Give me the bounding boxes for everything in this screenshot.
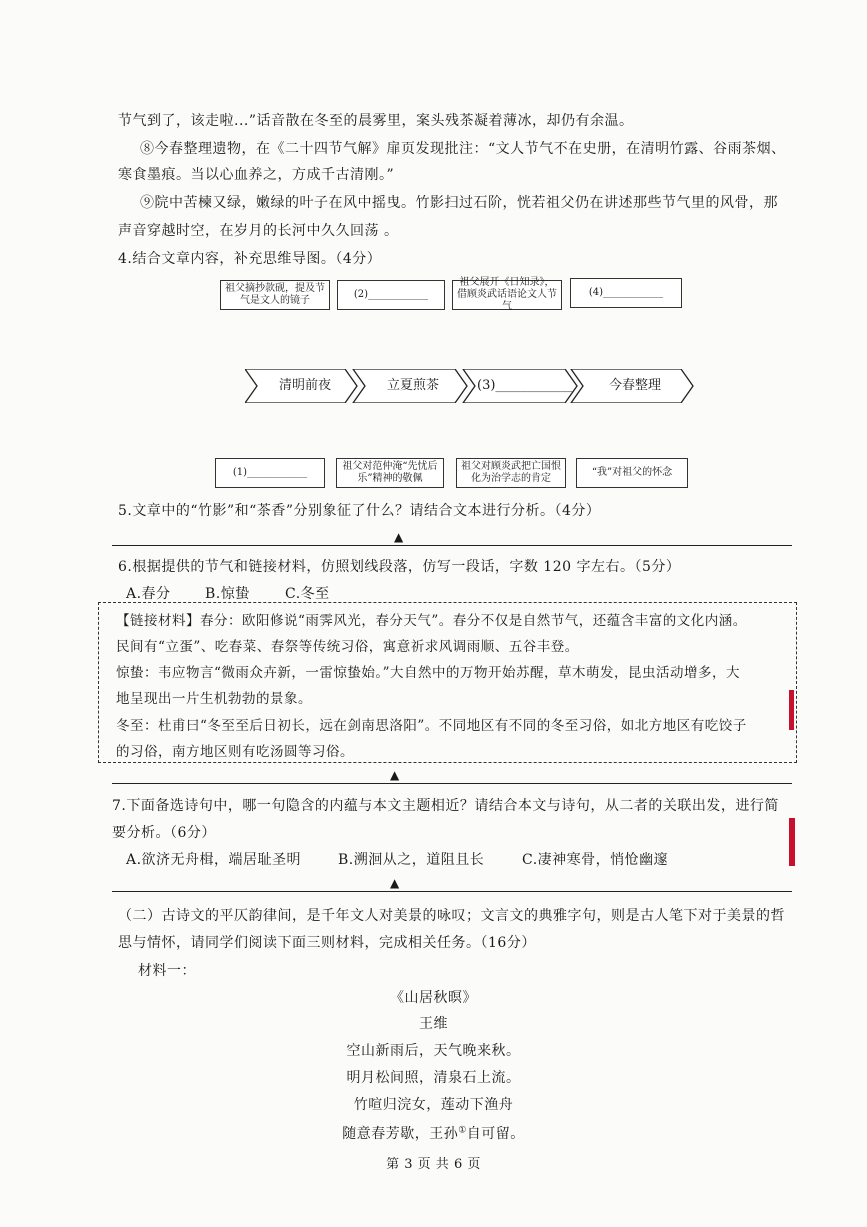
q7-answer-mark: ▲ bbox=[390, 876, 400, 890]
q7-option-a: A.欲济无舟楫，端居耻圣明 bbox=[126, 852, 302, 868]
q6-title: 6.根据提供的节气和链接材料，仿照划线段落，仿写一段话，字数 120 字左右。（5分） bbox=[118, 559, 681, 575]
poem-line-2: 明月松间照，清泉石上流。 bbox=[346, 1070, 521, 1086]
mindmap-top-box-3: 祖父展开《日知录》，借顾炎武话语论文人节气 bbox=[452, 280, 562, 310]
q7-line-1: 7.下面备选诗句中，哪一句隐含的内蕴与本文主题相近？请结合本文与诗句，从二者的关联出发，进行简 bbox=[112, 798, 779, 814]
q6-option-b: B.惊蛰 bbox=[205, 586, 250, 602]
q7-line-2: 要分析。（6分） bbox=[112, 825, 216, 841]
q5-title: 5.文章中的“竹影”和“茶香”分别象征了什么？请结合文本进行分析。（4分） bbox=[118, 503, 601, 519]
q6-answer-line bbox=[112, 783, 792, 784]
material-line-1: 【链接材料】春分：欧阳修说“雨霁风光，春分天气”。春分不仅是自然节气，还蕴含丰富的文化内涵。 bbox=[116, 613, 747, 629]
material-line-3: 惊蛰：韦应物言“微雨众卉新，一雷惊蛰始。”大自然中的万物开始苏醒，草木萌发，昆虫活动增多，大 bbox=[116, 665, 741, 681]
mindmap-top-box-4: (4)____________ bbox=[570, 278, 682, 308]
footnote-mark: ① bbox=[458, 1125, 467, 1136]
q5-answer-line bbox=[112, 545, 792, 546]
section2-line-1: （二）古诗文的平仄韵律间，是千年文人对美景的咏叹；文言文的典雅字句，则是古人笔下对于美景的哲 bbox=[118, 908, 785, 924]
poem-line-4 bbox=[0, 1123, 867, 1143]
mindmap-top-box-1: 祖父摘抄款砚，提及节气是文人的镜子 bbox=[220, 280, 330, 310]
material-line-4: 地呈现出一片生机勃勃的景象。 bbox=[116, 691, 312, 707]
passage-line-3: 寒食墨痕。当以心血养之，方成千古清刚。” bbox=[118, 167, 395, 183]
section2-line-2: 思与情怀，请同学们阅读下面三则材料，完成相关任务。（16分） bbox=[118, 935, 536, 951]
material-one-label: 材料一： bbox=[138, 963, 196, 979]
mindmap-bottom-box-1: (1)____________ bbox=[215, 458, 325, 488]
poem-title: 《山居秋暝》 bbox=[390, 990, 477, 1006]
passage-line-1: 节气到了，该走啦...”话音散在冬至的晨雾里，案头残茶凝着薄冰，却仍有余温。 bbox=[118, 113, 634, 129]
arrow-step-1: 清明前夜 bbox=[278, 378, 331, 393]
q4-title: 4.结合文章内容，补充思维导图。（4分） bbox=[118, 251, 382, 267]
q6-option-c: C.冬至 bbox=[285, 586, 330, 602]
material-line-2: 民间有“立蛋”、吃春菜、春祭等传统习俗，寓意祈求风调雨顺、五谷丰登。 bbox=[116, 639, 579, 655]
passage-line-4: ⑨院中苦楝又绿，嫩绿的叶子在风中摇曳。竹影扫过石阶，恍若祖父仍在讲述那些节气里的风骨，那 bbox=[140, 195, 778, 211]
material-line-5: 冬至：杜甫曰“冬至至后日初长，远在剑南思洛阳”。不同地区有不同的冬至习俗，如北方地区有吃饺子 bbox=[116, 718, 747, 734]
scan-red-mark-1 bbox=[789, 690, 794, 730]
q6-option-a: A.春分 bbox=[126, 586, 171, 602]
poem-line-3: 竹喧归浣女，莲动下渔舟 bbox=[353, 1097, 514, 1113]
mindmap-bottom-box-3: 祖父对顾炎武把亡国恨化为治学志的肯定 bbox=[456, 458, 566, 488]
q6-answer-mark: ▲ bbox=[390, 768, 400, 782]
poem-author: 王维 bbox=[419, 1016, 448, 1032]
mindmap-bottom-box-4: “我”对祖父的怀念 bbox=[576, 458, 688, 488]
scan-red-mark-2 bbox=[789, 818, 795, 866]
mindmap-arrow-row bbox=[245, 369, 695, 403]
arrow-step-4: 今春整理 bbox=[608, 378, 661, 393]
passage-line-2: ⑧今春整理遗物，在《二十四节气解》扉页发现批注：“文人节气不在史册，在清明竹露、谷雨茶烟、 bbox=[140, 141, 786, 157]
arrow-step-3: (3)____________ bbox=[477, 378, 574, 393]
passage-line-5: 声音穿越时空，在岁月的长河中久久回荡 。 bbox=[118, 223, 399, 239]
q7-option-c: C.凄神寒骨，悄怆幽邃 bbox=[522, 852, 669, 868]
mindmap-top-box-2: (2)____________ bbox=[337, 280, 445, 310]
poem-line-4-tail: 自可留。 bbox=[466, 1126, 525, 1142]
q7-answer-line bbox=[112, 891, 792, 892]
poem-line-1: 空山新雨后，天气晚来秋。 bbox=[346, 1043, 521, 1059]
mindmap-bottom-box-2: 祖父对范仲淹“先忧后乐”精神的敬佩 bbox=[336, 458, 444, 488]
q5-answer-mark: ▲ bbox=[394, 530, 404, 544]
material-line-6: 的习俗，南方地区则有吃汤圆等习俗。 bbox=[116, 744, 354, 760]
page-footer: 第 3 页 共 6 页 bbox=[386, 1157, 481, 1172]
q7-option-b: B.溯洄从之，道阻且长 bbox=[338, 852, 485, 868]
poem-line-4-text: 随意春芳歇，王孙 bbox=[342, 1126, 459, 1142]
arrow-step-2: 立夏煎茶 bbox=[386, 378, 439, 393]
